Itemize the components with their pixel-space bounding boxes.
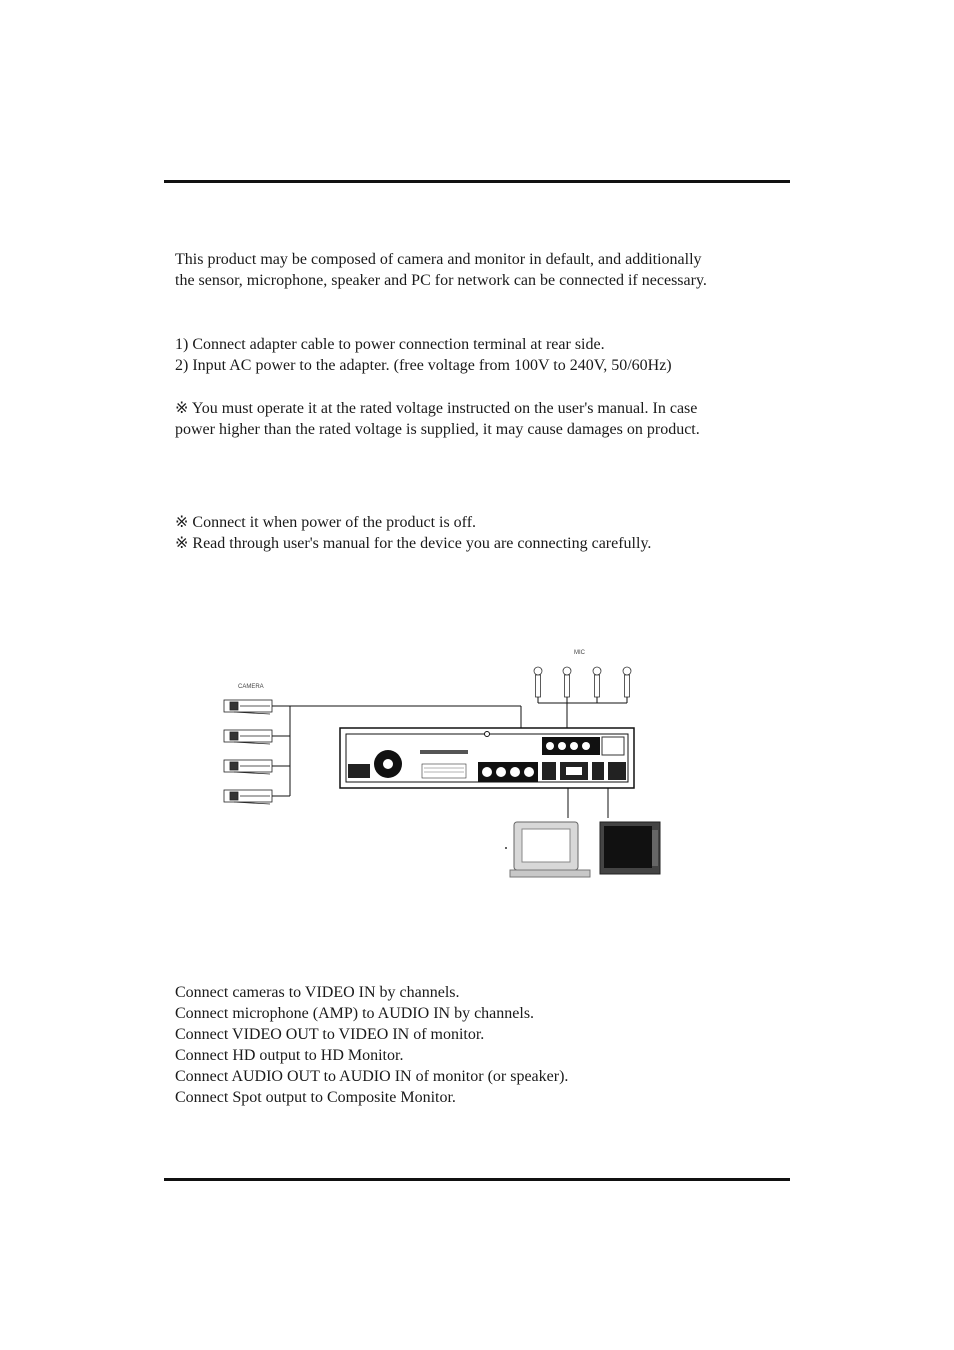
caution-note-1: ※ Connect it when power of the product is off. bbox=[175, 514, 477, 531]
power-step-2: 2) Input AC power to the adapter. (free voltage from 100V to 240V, 50/60Hz) bbox=[175, 357, 672, 374]
mic-label: MIC bbox=[574, 650, 585, 656]
voltage-note-line-2: power higher than the rated voltage is supplied, it may cause damages on product. bbox=[175, 421, 700, 438]
connection-step-2: Connect microphone (AMP) to AUDIO IN by channels. bbox=[175, 1005, 535, 1022]
connection-step-3: Connect VIDEO OUT to VIDEO IN of monitor. bbox=[175, 1026, 485, 1043]
connection-diagram bbox=[210, 640, 680, 890]
intro-line-1: This product may be composed of camera and monitor in default, and additionally bbox=[175, 251, 702, 268]
voltage-note-line-1: ※ You must operate it at the rated voltage instructed on the user's manual. In case bbox=[175, 400, 698, 417]
output-wiring bbox=[568, 788, 608, 818]
connection-step-6: Connect Spot output to Composite Monitor. bbox=[175, 1089, 456, 1106]
top-rule bbox=[164, 180, 790, 183]
cameras bbox=[224, 700, 272, 804]
connection-step-1: Connect cameras to VIDEO IN by channels. bbox=[175, 984, 460, 1001]
power-step-1: 1) Connect adapter cable to power connection terminal at rear side. bbox=[175, 336, 605, 353]
camera-label: CAMERA bbox=[238, 684, 264, 690]
dvr-rear-panel bbox=[340, 728, 634, 788]
crt-monitor bbox=[600, 822, 660, 874]
intro-line-2: the sensor, microphone, speaker and PC for network can be connected if necessary. bbox=[175, 272, 707, 289]
bottom-rule bbox=[164, 1178, 790, 1181]
pc-computer bbox=[505, 822, 590, 877]
microphones bbox=[534, 667, 631, 697]
connection-step-4: Connect HD output to HD Monitor. bbox=[175, 1047, 404, 1064]
caution-note-2: ※ Read through user's manual for the device you are connecting carefully. bbox=[175, 535, 652, 552]
connection-step-5: Connect AUDIO OUT to AUDIO IN of monitor (or speaker). bbox=[175, 1068, 569, 1085]
